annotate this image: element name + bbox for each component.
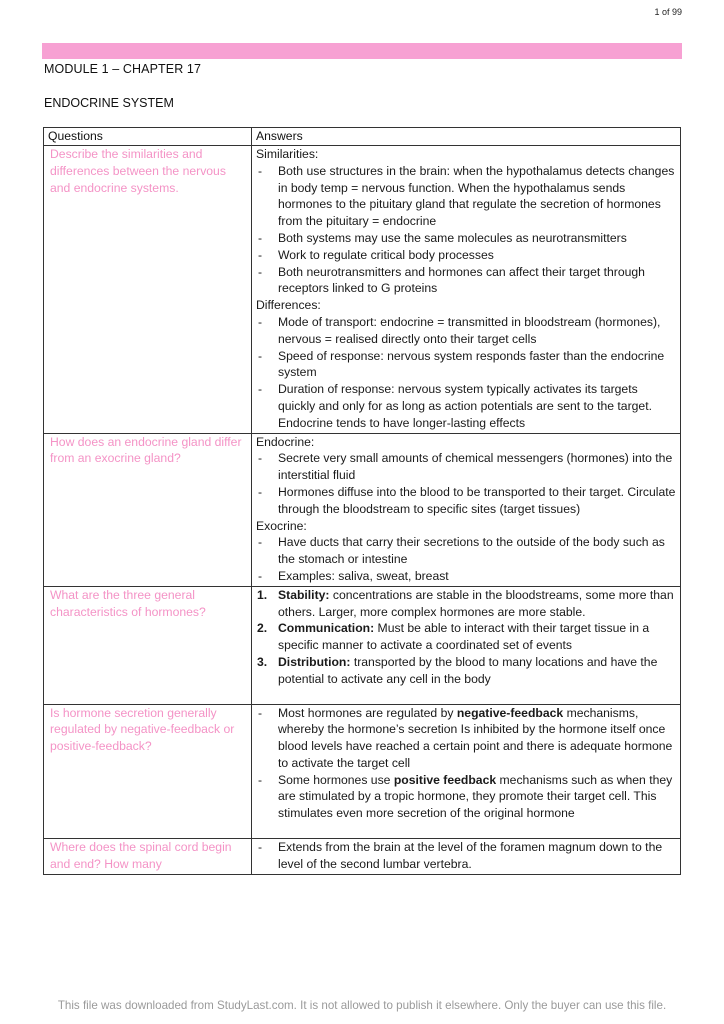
- list-item: - Have ducts that carry their secretions to the outside of the body such as the stomach or intestine: [256, 534, 676, 568]
- list-item: [256, 705, 676, 772]
- table-row: [44, 586, 681, 704]
- similarities-list: [256, 163, 676, 297]
- question-cell: Where does the spinal cord begin and end? How many: [44, 839, 252, 875]
- qa-table: [43, 127, 681, 875]
- question-cell: Describe the similarities and differences between the nervous and endocrine systems.: [44, 146, 252, 434]
- header-questions: Questions: [44, 128, 252, 146]
- item-text: Must be able to interact with their target tissue in a specific manner to activate a coordinated set of events: [278, 621, 650, 653]
- download-notice-footer: This file was downloaded from StudyLast.com. It is not allowed to publish it elsewhere. Only the buyer can use this file.: [57, 999, 667, 1012]
- table-row: [44, 433, 681, 586]
- list-item: - Mode of transport: endocrine = transmitted in bloodstream (hormones), nervous = realised directly onto their target cells: [256, 314, 676, 348]
- section-title: ENDOCRINE SYSTEM: [44, 96, 174, 110]
- table-row: [44, 839, 681, 875]
- table-header-row: [44, 128, 681, 146]
- item-text: mechanisms, whereby the hormone’s secretion Is inhibited by the hormone itself once blood levels have reached a certain point and there is adequate hormone to activate the target cell: [278, 705, 673, 770]
- list-item: - Both neurotransmitters and hormones can affect their target through receptors linked to G proteins: [256, 264, 676, 298]
- page-number: 1 of 99: [654, 7, 682, 17]
- item-text: Some hormones use: [278, 772, 394, 787]
- spinal-cord-list: [256, 839, 676, 873]
- endocrine-list: [256, 450, 676, 517]
- item-text: concentrations are stable in the bloodstreams, some more than others. Larger, more complex hormones are more stable.: [278, 587, 674, 619]
- question-cell: How does an endocrine gland differ from an exocrine gland?: [44, 433, 252, 586]
- item-term: Communication:: [278, 621, 375, 636]
- header-answers: Answers: [252, 128, 681, 146]
- answer-cell: [252, 433, 681, 586]
- exocrine-list: [256, 534, 676, 584]
- item-term: Distribution:: [278, 654, 351, 669]
- item-text: transported by the blood to many locations and have the potential to activate any cell in the body: [278, 654, 658, 686]
- list-item: [256, 587, 676, 621]
- differences-list: [256, 314, 676, 432]
- question-cell: Is hormone secretion generally regulated by negative-feedback or positive-feedback?: [44, 704, 252, 839]
- answer-cell: [252, 586, 681, 704]
- item-number: 2.: [257, 621, 268, 636]
- item-term: Stability:: [278, 587, 330, 602]
- module-title: MODULE 1 – CHAPTER 17: [44, 62, 202, 76]
- list-item: - Both use structures in the brain: when the hypothalamus detects changes in body temp = nervous function. When the hypothalamus sends hormones to the pituitary gland that regulate the secretion of hormones from the pituitary = endocrine: [256, 163, 676, 230]
- list-item: - Speed of response: nervous system responds faster than the endocrine system: [256, 348, 676, 382]
- question-cell: What are the three general characteristics of hormones?: [44, 586, 252, 704]
- item-term: positive feedback: [393, 772, 497, 787]
- similarities-label: Similarities:: [256, 147, 319, 161]
- list-item: [256, 654, 676, 688]
- list-item: [256, 772, 676, 822]
- list-item: - Work to regulate critical body processes: [256, 247, 676, 264]
- list-item: - Examples: saliva, sweat, breast: [256, 568, 676, 585]
- item-text: Most hormones are regulated by: [278, 705, 457, 720]
- answer-cell: [252, 839, 681, 875]
- list-item: - Secrete very small amounts of chemical messengers (hormones) into the interstitial fluid: [256, 450, 676, 484]
- item-text: mechanisms such as when they are stimulated by a tropic hormone, they promote their target cell. This stimulates even more secretion of the original hormone: [278, 772, 673, 821]
- table-row: [44, 146, 681, 434]
- header-highlight-bar: [42, 43, 682, 59]
- exocrine-label: Exocrine:: [256, 518, 307, 533]
- answer-cell: [252, 146, 681, 434]
- list-item: - Duration of response: nervous system typically activates its targets quickly and only for as long as action potentials are sent to the target. Endocrine tends to have longer-lasting effects: [256, 381, 676, 431]
- list-item: - Extends from the brain at the level of the foramen magnum down to the level of the second lumbar vertebra.: [256, 839, 676, 873]
- list-item: - Hormones diffuse into the blood to be transported to their target. Circulate through the bloodstream to specific sites (target tissues): [256, 484, 676, 518]
- characteristics-list: [256, 587, 676, 688]
- item-number: 3.: [257, 654, 268, 669]
- answer-cell: [252, 704, 681, 839]
- item-number: 1.: [257, 587, 268, 602]
- list-item: - Both systems may use the same molecules as neurotransmitters: [256, 230, 676, 247]
- endocrine-label: Endocrine:: [256, 434, 315, 449]
- item-term: negative-feedback: [456, 705, 564, 720]
- differences-label: Differences:: [256, 298, 321, 313]
- feedback-list: [256, 705, 676, 823]
- table-row: [44, 704, 681, 839]
- list-item: [256, 620, 676, 654]
